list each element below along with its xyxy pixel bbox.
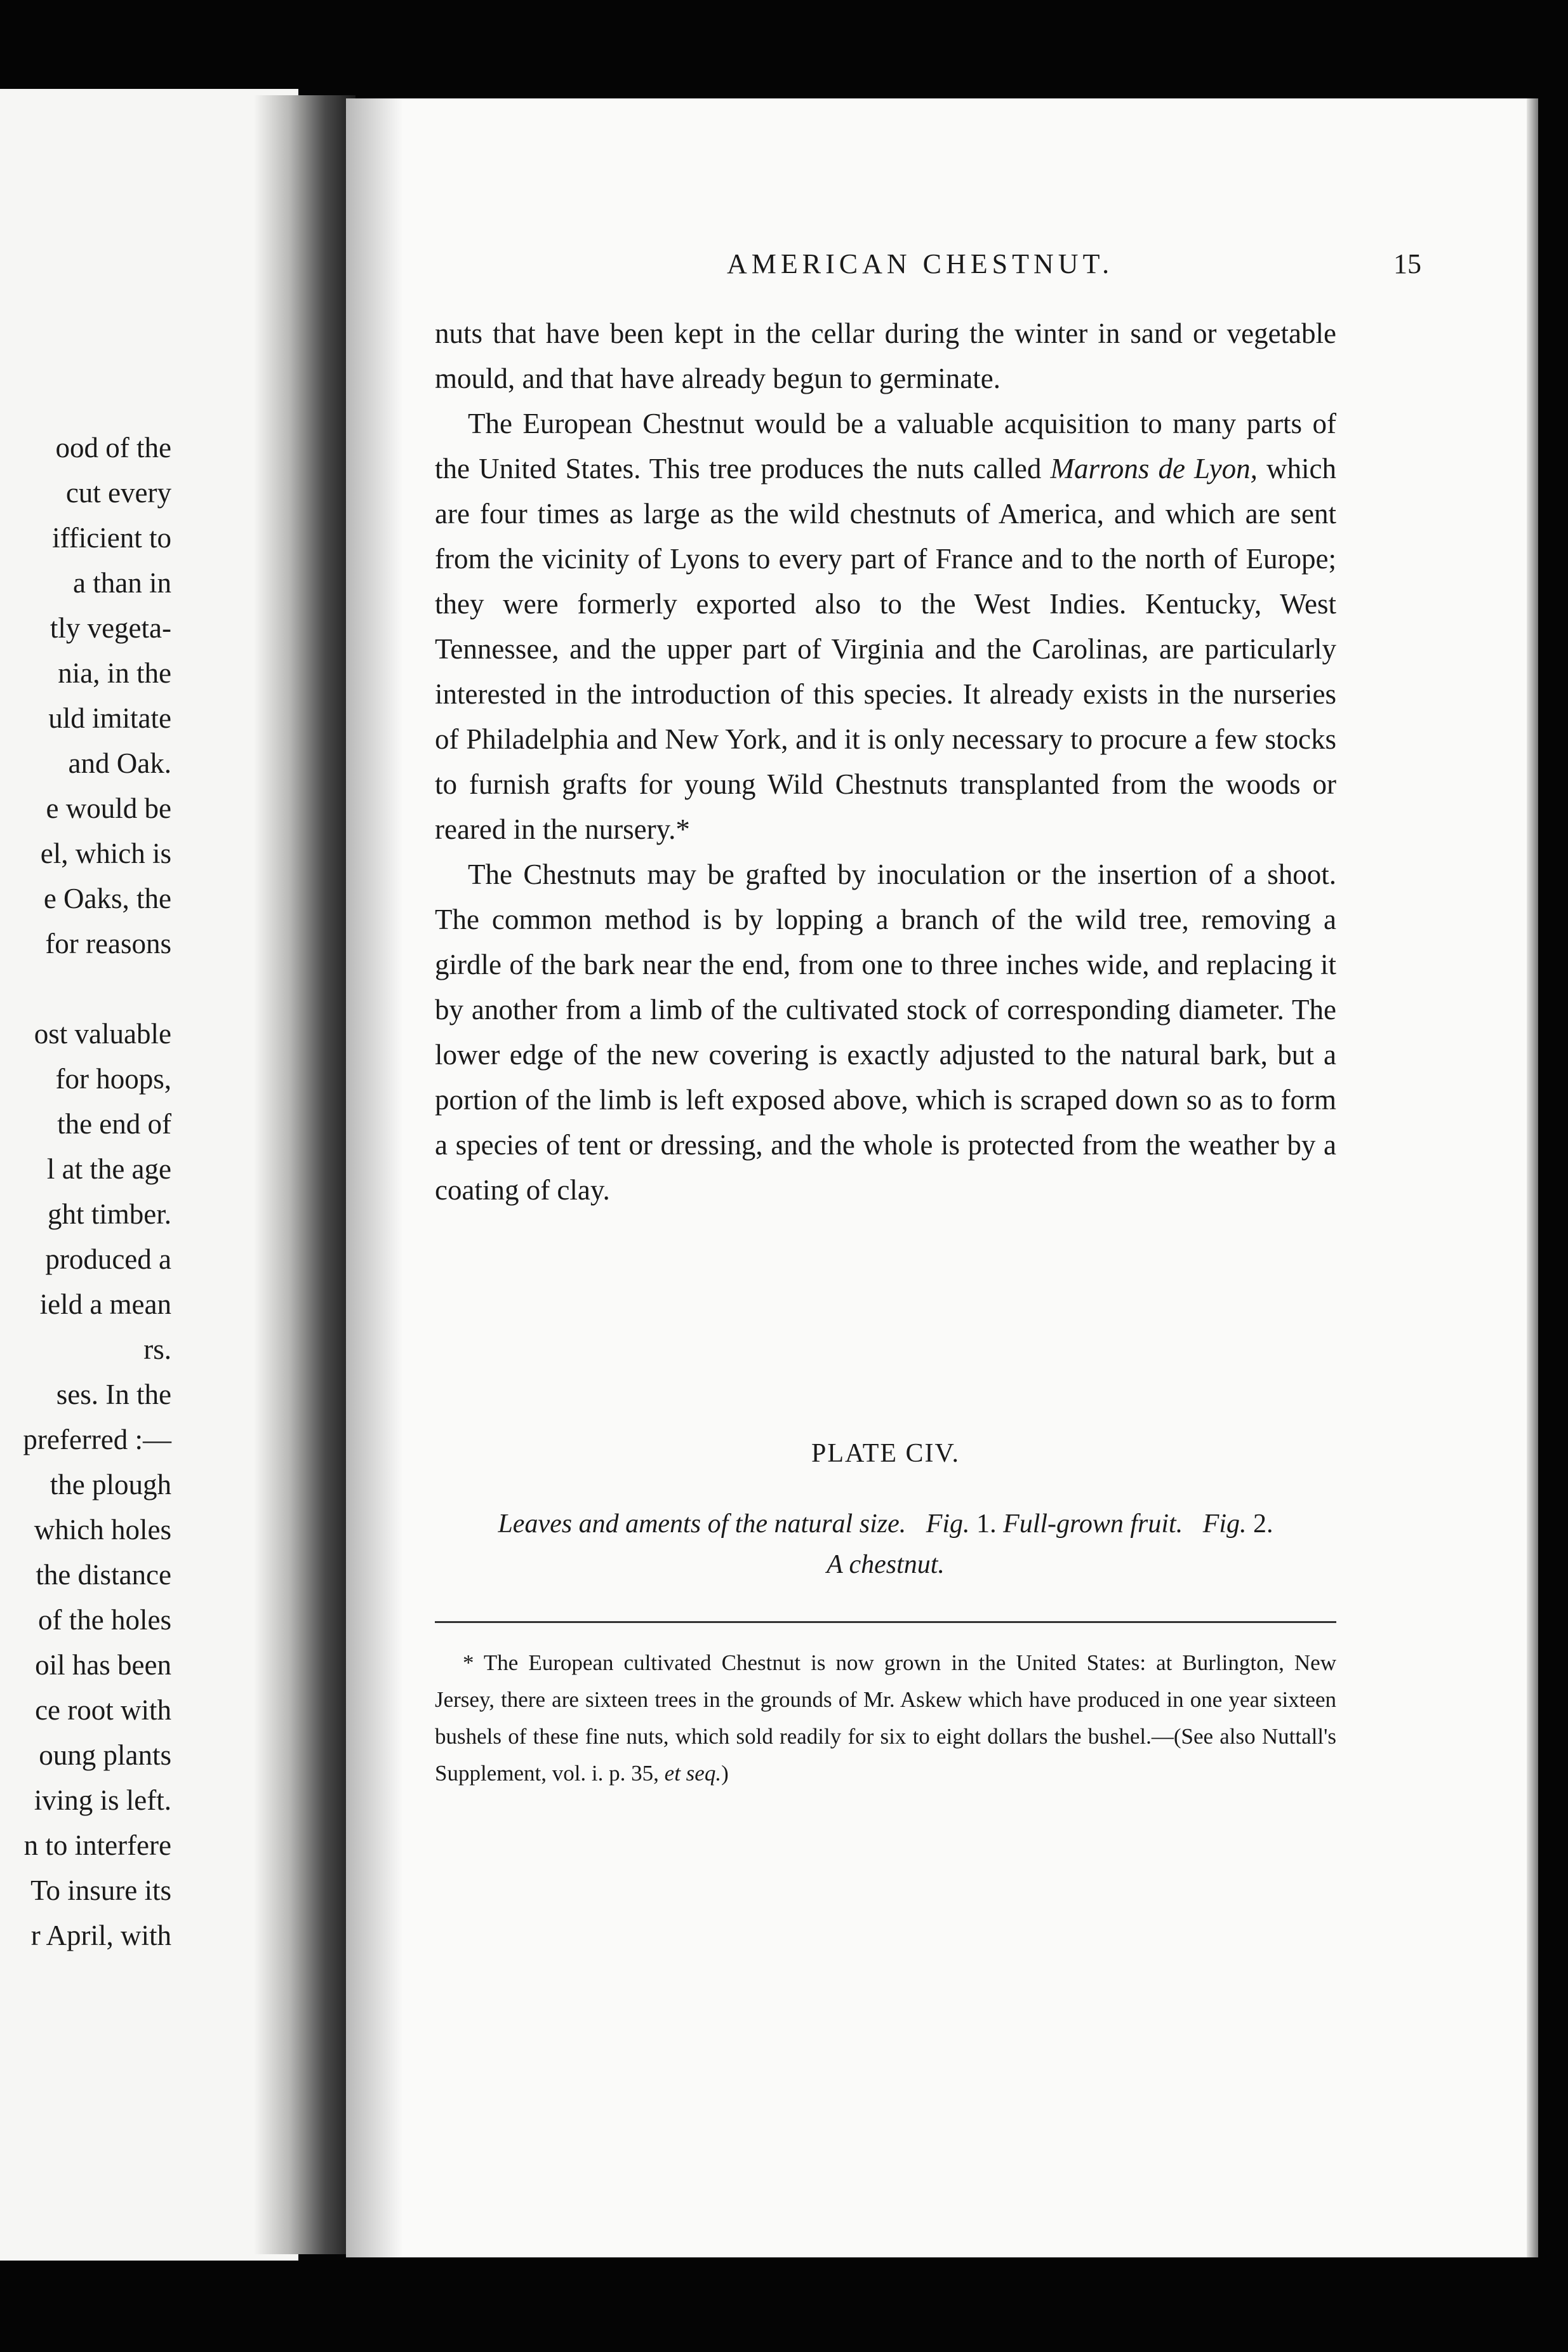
book-spine-shadow [254, 95, 355, 2254]
page-edge [1527, 98, 1538, 2257]
gutter-shadow [346, 98, 403, 2257]
left-page-line [0, 966, 171, 1012]
footnote-rule [435, 1621, 1336, 1623]
left-page-line: oung plants [39, 1739, 171, 1771]
running-title: AMERICAN CHESTNUT. [727, 248, 1114, 279]
left-page-line: cut every [65, 477, 171, 509]
body-text [435, 311, 1336, 1213]
plate-heading: PLATE CIV. [811, 1439, 960, 1468]
footnote-text: * The European cultivated Chestnut is now grown in the United States: at Burlington, New Jersey, there are sixteen trees in the grounds of Mr. Askew which have produced in one year sixteen bushels of these fine nuts, which sold readily for six to eight dollars the bushel.—(See also Nuttall's Supplement, vol. i. p. 35, [435, 1650, 1336, 1786]
fig-number: 2. [1253, 1509, 1273, 1539]
left-page-line: el, which is [40, 838, 171, 869]
left-page-line: the end of [57, 1108, 171, 1140]
left-page-text [0, 425, 171, 1958]
left-page-line: oil has been [35, 1649, 171, 1681]
fig-label: Fig. [926, 1509, 970, 1539]
left-page-line: n to interfere [23, 1829, 171, 1861]
left-page-line: and Oak. [68, 747, 171, 779]
caption-text: Full-grown fruit. [1003, 1509, 1183, 1539]
left-page-line: tly vegeta- [50, 612, 171, 644]
left-page-line: a than in [73, 567, 171, 599]
left-page-line: rs. [143, 1333, 171, 1365]
italic-term: Marrons de Lyon, [1050, 453, 1258, 484]
left-page-line: which holes [34, 1514, 171, 1546]
footnote-close: ) [721, 1761, 729, 1786]
left-page-line: uld imitate [48, 702, 171, 734]
plate-caption [435, 1504, 1336, 1585]
running-head [435, 248, 1568, 286]
left-page-line: iving is left. [34, 1784, 171, 1816]
paragraph: nuts that have been kept in the cellar during the winter in sand or vegetable mould, and that have already begun to germinate. [435, 317, 1336, 394]
paragraph: The Chestnuts may be grafted by inoculation or the insertion of a shoot. The common method is by lopping a branch of the wild tree, removing a girdle of the bark near the end, from one to three inches wide, and replacing it by another from a limb of the cultivated stock of corresponding diameter. The lower edge of the new covering is exactly adjusted to the natural bark, but a portion of the limb is left exposed above, which is scraped down so as to form a species of tent or dressing, and the whole is protected from the weather by a coating of clay. [435, 859, 1336, 1206]
left-page-line: ce root with [35, 1694, 171, 1726]
caption-text: A chestnut. [827, 1550, 945, 1579]
fig-label: Fig. [1202, 1509, 1247, 1539]
left-page-line: ght timber. [48, 1198, 171, 1230]
left-page-line: ifficient to [52, 522, 171, 554]
left-page-line: preferred :— [23, 1424, 171, 1455]
left-page-line: r April, with [30, 1920, 171, 1951]
left-page-line: To insure its [30, 1874, 171, 1906]
paragraph-text: which are four times as large as the wild chestnuts of America, and which are sent from the vicinity of Lyons to every part of France and to the north of Europe; they were formerly exported also to the West Indies. Kentucky, West Tennessee, and the upper part of Virginia and the Carolinas, are particularly interested in the introduction of this species. It already exists in the nurseries of Philadelphia and New York, and it is only necessary to procure a few stocks to furnish grafts for young Wild Chestnuts transplanted from the woods or reared in the nursery.* [435, 453, 1336, 845]
left-page-line: the distance [36, 1559, 171, 1591]
page-number: 15 [1393, 248, 1421, 279]
left-page-line: produced a [45, 1243, 171, 1275]
left-page-line: for hoops, [55, 1063, 171, 1095]
left-page-line: nia, in the [58, 657, 171, 689]
left-page-line: the plough [50, 1469, 171, 1500]
left-page-line: e would be [46, 792, 171, 824]
left-page-line: ield a mean [39, 1288, 171, 1320]
left-page-line: ses. In the [56, 1379, 171, 1410]
fig-number: 1. [976, 1509, 997, 1539]
left-page-line: ost valuable [34, 1018, 171, 1050]
left-page-line: of the holes [38, 1604, 171, 1636]
caption-text: Leaves and aments of the natural size. [498, 1509, 907, 1539]
paragraph [435, 401, 1336, 852]
left-page-line: l at the age [46, 1153, 171, 1185]
left-page-line: ood of the [55, 432, 171, 464]
left-page-line: for reasons [45, 928, 171, 959]
footnote [435, 1645, 1336, 1792]
footnote-italic: et seq. [664, 1761, 722, 1786]
paragraph-text: The European Chestnut would be a valuable acquisition to many parts of the United States. This tree produces the nuts called [435, 408, 1336, 484]
left-page-line: e Oaks, the [43, 883, 171, 914]
